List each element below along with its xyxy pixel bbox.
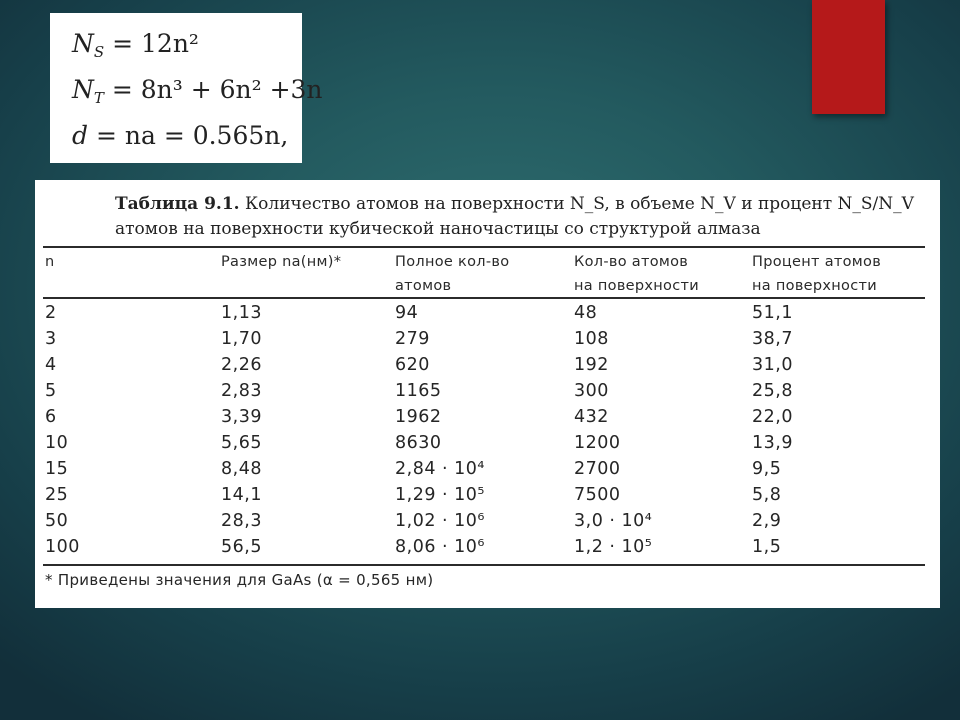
table-row [35,456,940,482]
table-row [35,482,940,508]
header-total-atoms-line2: атомов [395,278,452,294]
header-total-atoms-line1: Полное кол-во [395,254,510,270]
formula-nt-rhs: = 8n³ + 6n² +3n [111,75,323,104]
cell-size: 56,5 [221,537,262,557]
formula-nt [72,67,323,113]
table-row [35,508,940,534]
cell-n: 10 [45,433,69,453]
table-row [35,352,940,378]
cell-percent: 22,0 [752,407,793,427]
header-size-line1: Размер na(нм)* [221,254,342,270]
header-surface-percent [752,250,881,298]
cell-n: 6 [45,407,57,427]
cell-percent: 13,9 [752,433,793,453]
table-caption [115,192,925,242]
cell-n: 3 [45,329,57,349]
cell-surface: 192 [574,355,609,375]
formula-d-rhs: = na = 0.565n, [95,121,289,150]
table-rule-bottom [43,564,925,566]
cell-size: 8,48 [221,459,262,479]
table-row [35,404,940,430]
formula-d [72,113,302,159]
formula-nt-sub: T [93,89,104,107]
table-footnote: * Приведены значения для GaAs (α = 0,565 нм) [45,571,434,589]
cell-total: 2,84 · 10⁴ [395,459,485,479]
cell-size: 3,39 [221,407,262,427]
cell-percent: 38,7 [752,329,793,349]
header-surface-atoms [574,250,699,298]
table-rule-header [43,297,925,299]
formula-ns-rhs: = 12n² [112,29,199,58]
cell-n: 100 [45,537,80,557]
cell-total: 1962 [395,407,442,427]
formula-ns-sub: S [93,43,105,61]
cell-n: 15 [45,459,69,479]
header-total-atoms [395,250,509,298]
table-image [35,180,940,608]
table-rule-top [43,246,925,248]
cell-surface: 3,0 · 10⁴ [574,511,653,531]
table-row [35,534,940,560]
header-n [45,250,55,274]
cell-percent: 51,1 [752,303,793,323]
header-n-line1: n [45,254,55,270]
cell-surface: 1,2 · 10⁵ [574,537,653,557]
table-row [35,378,940,404]
cell-surface: 432 [574,407,609,427]
cell-total: 620 [395,355,430,375]
cell-surface: 2700 [574,459,621,479]
cell-total: 94 [395,303,419,323]
cell-surface: 48 [574,303,598,323]
cell-n: 25 [45,485,69,505]
cell-size: 5,65 [221,433,262,453]
cell-size: 14,1 [221,485,262,505]
header-size [221,250,341,274]
table-row [35,326,940,352]
formula-d-lhs: d [72,121,89,150]
cell-size: 2,26 [221,355,262,375]
cell-n: 2 [45,303,57,323]
cell-total: 279 [395,329,430,349]
header-surface-atoms-line1: Кол-во атомов [574,254,689,270]
formula-box [50,13,323,163]
table-caption-label: Таблица 9.1. [115,194,240,214]
cell-percent: 9,5 [752,459,782,479]
red-accent-bar [812,0,885,114]
table-row [35,430,940,456]
cell-percent: 2,9 [752,511,782,531]
cell-surface: 300 [574,381,609,401]
cell-surface: 1200 [574,433,621,453]
cell-size: 2,83 [221,381,262,401]
header-surface-atoms-line2: на поверхности [574,278,699,294]
cell-surface: 7500 [574,485,621,505]
cell-n: 5 [45,381,57,401]
table-caption-text: Количество атомов на поверхности N_S, в объеме N_V и процент N_S/N_V атомов на поверхности кубической наночастицы со структурой алмаза [115,194,914,239]
cell-surface: 108 [574,329,609,349]
formula-nt-lhs: N [72,75,94,104]
header-surface-percent-line2: на поверхности [752,278,877,294]
cell-size: 1,70 [221,329,262,349]
cell-percent: 1,5 [752,537,782,557]
table-row [35,300,940,326]
cell-percent: 5,8 [752,485,782,505]
header-surface-percent-line1: Процент атомов [752,254,882,270]
cell-percent: 31,0 [752,355,793,375]
cell-total: 8630 [395,433,442,453]
cell-size: 1,13 [221,303,262,323]
cell-size: 28,3 [221,511,262,531]
cell-total: 1,02 · 10⁶ [395,511,485,531]
cell-n: 50 [45,511,69,531]
cell-total: 8,06 · 10⁶ [395,537,485,557]
formula-ns-lhs: N [72,29,94,58]
formula-ns [72,21,302,67]
cell-total: 1165 [395,381,442,401]
cell-n: 4 [45,355,57,375]
cell-total: 1,29 · 10⁵ [395,485,485,505]
cell-percent: 25,8 [752,381,793,401]
